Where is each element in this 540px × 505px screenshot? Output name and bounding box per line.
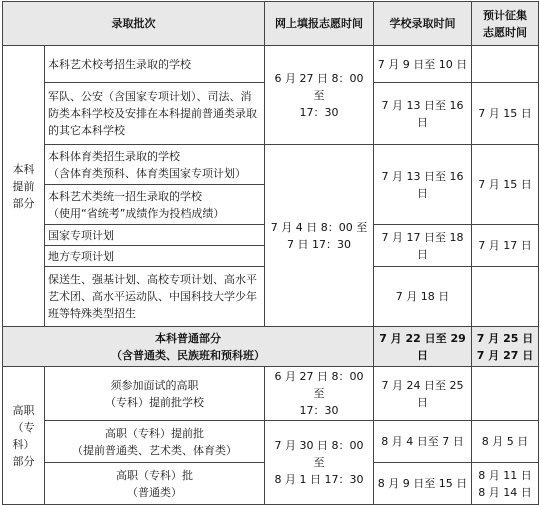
admit-time: 7 月 13 日至 16 日 xyxy=(374,83,472,145)
header-batch: 录取批次 xyxy=(3,2,265,46)
row-name: 本科艺术校考招生录取的学校 xyxy=(45,46,265,83)
online-time-a: 6 月 27 日 8：00 至 17：30 xyxy=(265,46,374,145)
admit-time: 7 月 22 日至 29 日 xyxy=(374,327,472,367)
admit-time: 8 月 4 日至 7 日 xyxy=(374,421,472,463)
solicit-time: 8 月 11 日 8 月 14 日 xyxy=(472,463,539,505)
table-row xyxy=(3,145,539,185)
solicit-time xyxy=(472,367,539,421)
row-name: 高职（专科）提前批 （提前普通类、艺术类、体育类） xyxy=(45,421,265,463)
admit-time-sports-art: 7 月 13 日至 16 日 xyxy=(374,145,472,225)
row-name: 本科体育类招生录取的学校 （含体育类预科、体育类国家专项计划） xyxy=(45,145,265,185)
group-undergrad-early: 本科 提前 部分 xyxy=(3,46,45,327)
solicit-time xyxy=(472,267,539,327)
row-name: 军队、公安（含国家专项计划）、司法、消防类本科学校及安排在本科提前普通类录取的其它本科学校 xyxy=(45,83,265,145)
table-row xyxy=(3,367,539,421)
solicit-time: 7 月 25 日 7 月 27 日 xyxy=(472,327,539,367)
row-name: 国家专项计划 xyxy=(45,225,265,246)
solicit-time: 8 月 5 日 xyxy=(472,421,539,463)
online-time-c: 7 月 30 日 8：00 至 8 月 1 日 17：30 xyxy=(265,421,374,505)
solicit-time xyxy=(472,46,539,83)
header-solicit: 预计征集 志愿时间 xyxy=(472,2,539,46)
table-row-highlight xyxy=(3,327,539,367)
solicit-time-sports-art: 7 月 15 日 xyxy=(472,145,539,225)
header-online: 网上填报志愿时间 xyxy=(265,2,374,46)
row-name: 本科普通部分 （含普通类、民族班和预科班） xyxy=(3,327,374,367)
table-row xyxy=(3,421,539,463)
admit-time: 7 月 9 日至 10 日 xyxy=(374,46,472,83)
admit-time: 7 月 24 日至 25 日 xyxy=(374,367,472,421)
solicit-time: 7 月 17 日 xyxy=(472,225,539,267)
row-name: 保送生、强基计划、高校专项计划、高水平艺术团、高水平运动队、中国科技大学少年班等特殊类型招生 xyxy=(45,267,265,327)
online-time: 6 月 27 日 8：00 至 17：30 xyxy=(265,367,374,421)
admit-time: 8 月 9 日至 15 日 xyxy=(374,463,472,505)
group-vocational: 高职 （专 科） 部分 xyxy=(3,367,45,505)
row-name: 地方专项计划 xyxy=(45,246,265,267)
admit-time: 7 月 18 日 xyxy=(374,267,472,327)
row-name: 本科艺术类统一招生录取的学校 （使用“省统考”成绩作为投档成绩） xyxy=(45,185,265,225)
row-name: 高职（专科）批 （普通类） xyxy=(45,463,265,505)
solicit-time: 7 月 15 日 xyxy=(472,83,539,145)
header-row xyxy=(3,2,539,46)
table-row xyxy=(3,46,539,83)
online-time-b: 7 月 4 日 8：00 至 7 日 17：30 xyxy=(265,145,374,327)
header-admit: 学校录取时间 xyxy=(374,2,472,46)
admission-schedule-table xyxy=(2,1,539,505)
row-name: 须参加面试的高职 （专科）提前批学校 xyxy=(45,367,265,421)
admit-time: 7 月 17 日至 18 日 xyxy=(374,225,472,267)
